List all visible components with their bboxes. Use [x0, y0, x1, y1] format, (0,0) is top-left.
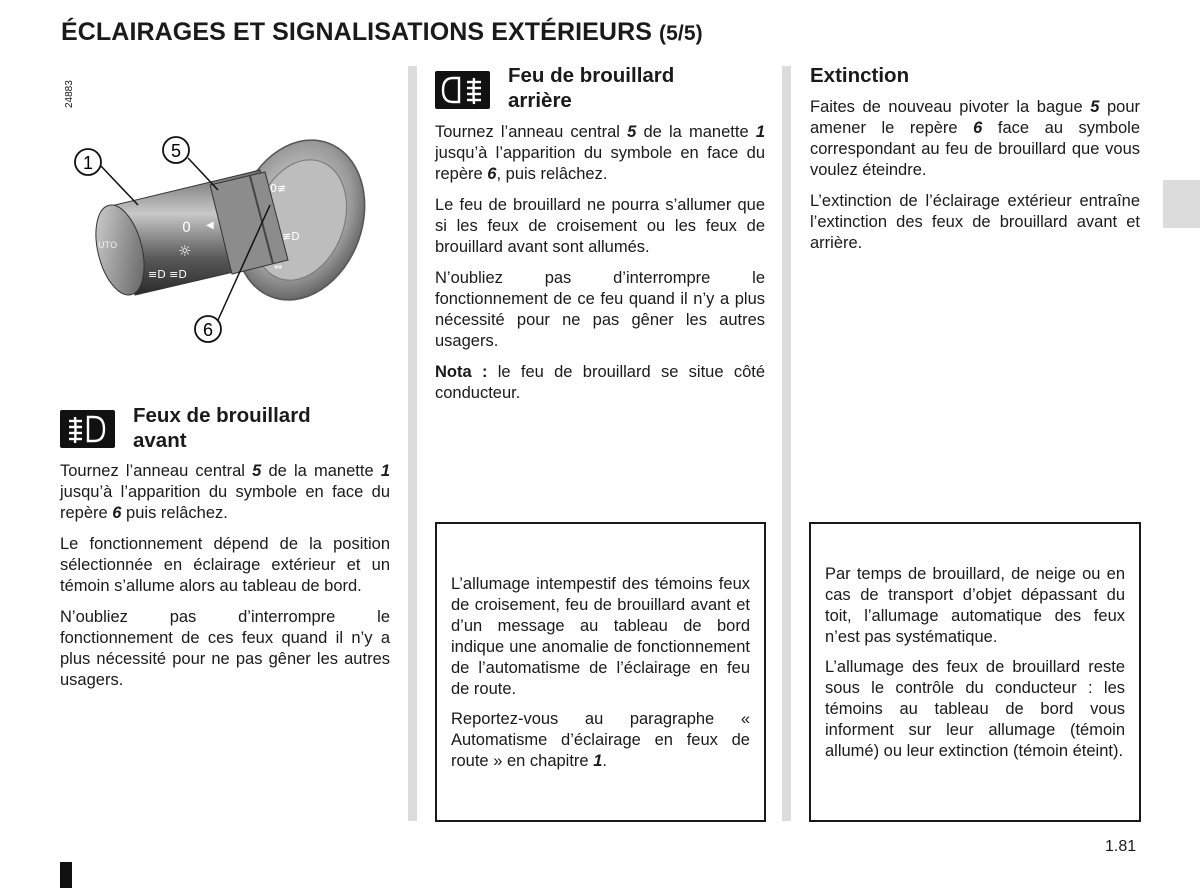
- info-note-paragraph-2: L’allumage des feux de brouillard reste sous le contrôle du conducteur : les témoins au tableau de bord vous informent sur leur allumage (témoin allumé) ou leur extinction (témoin éteint).: [825, 658, 1125, 760]
- page-number: 1.81: [1105, 838, 1137, 855]
- page-title: [61, 18, 1061, 47]
- extinction-heading: Extinction: [810, 64, 910, 87]
- info-note-paragraph-1: Par temps de brouillard, de neige ou en cas de transport d’objet dépassant du toit, l’allumage automatique des feux n’est pas systématique.: [825, 565, 1125, 646]
- indicator-symbol: ⇔: [274, 262, 283, 273]
- front-fog-symbol: ≢D: [282, 230, 300, 243]
- column-divider-left: [408, 66, 417, 821]
- front-fog-lamp-icon: [60, 410, 115, 448]
- page-title-suffix: (5/5): [659, 22, 703, 45]
- callout-5-label: 5: [170, 141, 182, 161]
- figure-id: 24883: [64, 80, 75, 108]
- rear-fog-heading: Feu de brouillard arrière: [508, 64, 675, 112]
- page-title-text: ÉCLAIRAGES ET SIGNALISATIONS EXTÉRIEURS: [61, 18, 652, 46]
- chapter-tab-marker: [1163, 180, 1200, 228]
- rear-fog-body: [435, 122, 765, 414]
- callout-6-label: 6: [202, 320, 214, 340]
- stalk-label: UTO: [98, 241, 118, 251]
- sidelight-symbol: ☼: [178, 242, 192, 260]
- extinction-paragraph-1: Faites de nouveau pivoter la bague 5 pour amener le repère 6 face au symbole correspondant au feu de brouillard que vous voulez éteindre.: [810, 98, 1140, 179]
- front-fog-paragraph-3: N’oubliez pas d’interrompre le fonctionnement de ces feux quand il n’y a plus nécessité pour ne pas gêner les autres usagers.: [60, 608, 390, 689]
- off-symbol: 0: [182, 220, 191, 236]
- rear-fog-symbol: 0≢: [270, 182, 287, 195]
- nota-label: Nota :: [435, 363, 488, 381]
- rear-fog-paragraph-3: N’oubliez pas d’interrompre le fonctionnement de ce feu quand il n’y a plus nécessité pour ne pas gêner les autres usagers.: [435, 269, 765, 350]
- callout-1-label: 1: [82, 153, 94, 173]
- front-fog-heading: Feux de brouillard avant: [133, 404, 311, 452]
- rear-fog-lamp-icon: [435, 71, 490, 109]
- nota-text: le feu de brouillard se situe côté conducteur.: [435, 363, 766, 402]
- warning-note-paragraph-1: L’allumage intempestif des témoins feux de croisement, feu de brouillard avant et d’un message au tableau de bord indique une anomalie de fonctionnement de l’automatisme de l’éclairage en feu de route.: [451, 575, 750, 698]
- marker-arrow-symbol: ◀: [206, 220, 214, 231]
- light-stalk-illustration: [60, 110, 400, 370]
- rear-fog-paragraph-2: Le feu de brouillard ne pourra s’allumer que si les feux de croisement ou les feux de brouillard avant sont allumés.: [435, 196, 765, 256]
- info-note-box: [809, 522, 1141, 822]
- rear-fog-paragraph-1: Tournez l’anneau central 5 de la manette 1 jusqu’à l’apparition du symbole en face du repère 6, puis relâchez.: [435, 123, 765, 183]
- front-fog-paragraph-1: Tournez l’anneau central 5 de la manette 1 jusqu’à l’apparition du symbole en face du repère 6 puis relâchez.: [60, 462, 390, 522]
- rear-fog-nota: [435, 362, 765, 404]
- extinction-body: [810, 97, 1140, 264]
- page-edge-mark: [60, 862, 72, 888]
- warning-note-paragraph-2: Reportez-vous au paragraphe « Automatisme d’éclairage en feux de route » en chapitre 1.: [451, 710, 750, 770]
- extinction-paragraph-2: L’extinction de l’éclairage extérieur entraîne l’extinction des feux de brouillard avant et arrière.: [810, 192, 1140, 252]
- front-fog-paragraph-2: Le fonctionnement dépend de la position sélectionnée en éclairage extérieur et un témoin s’allume alors au tableau de bord.: [60, 535, 390, 595]
- front-fog-body: [60, 461, 390, 701]
- low-beam-symbol: ≡D ≡D: [148, 268, 187, 281]
- warning-note-box: [435, 522, 766, 822]
- column-divider-right: [782, 66, 791, 821]
